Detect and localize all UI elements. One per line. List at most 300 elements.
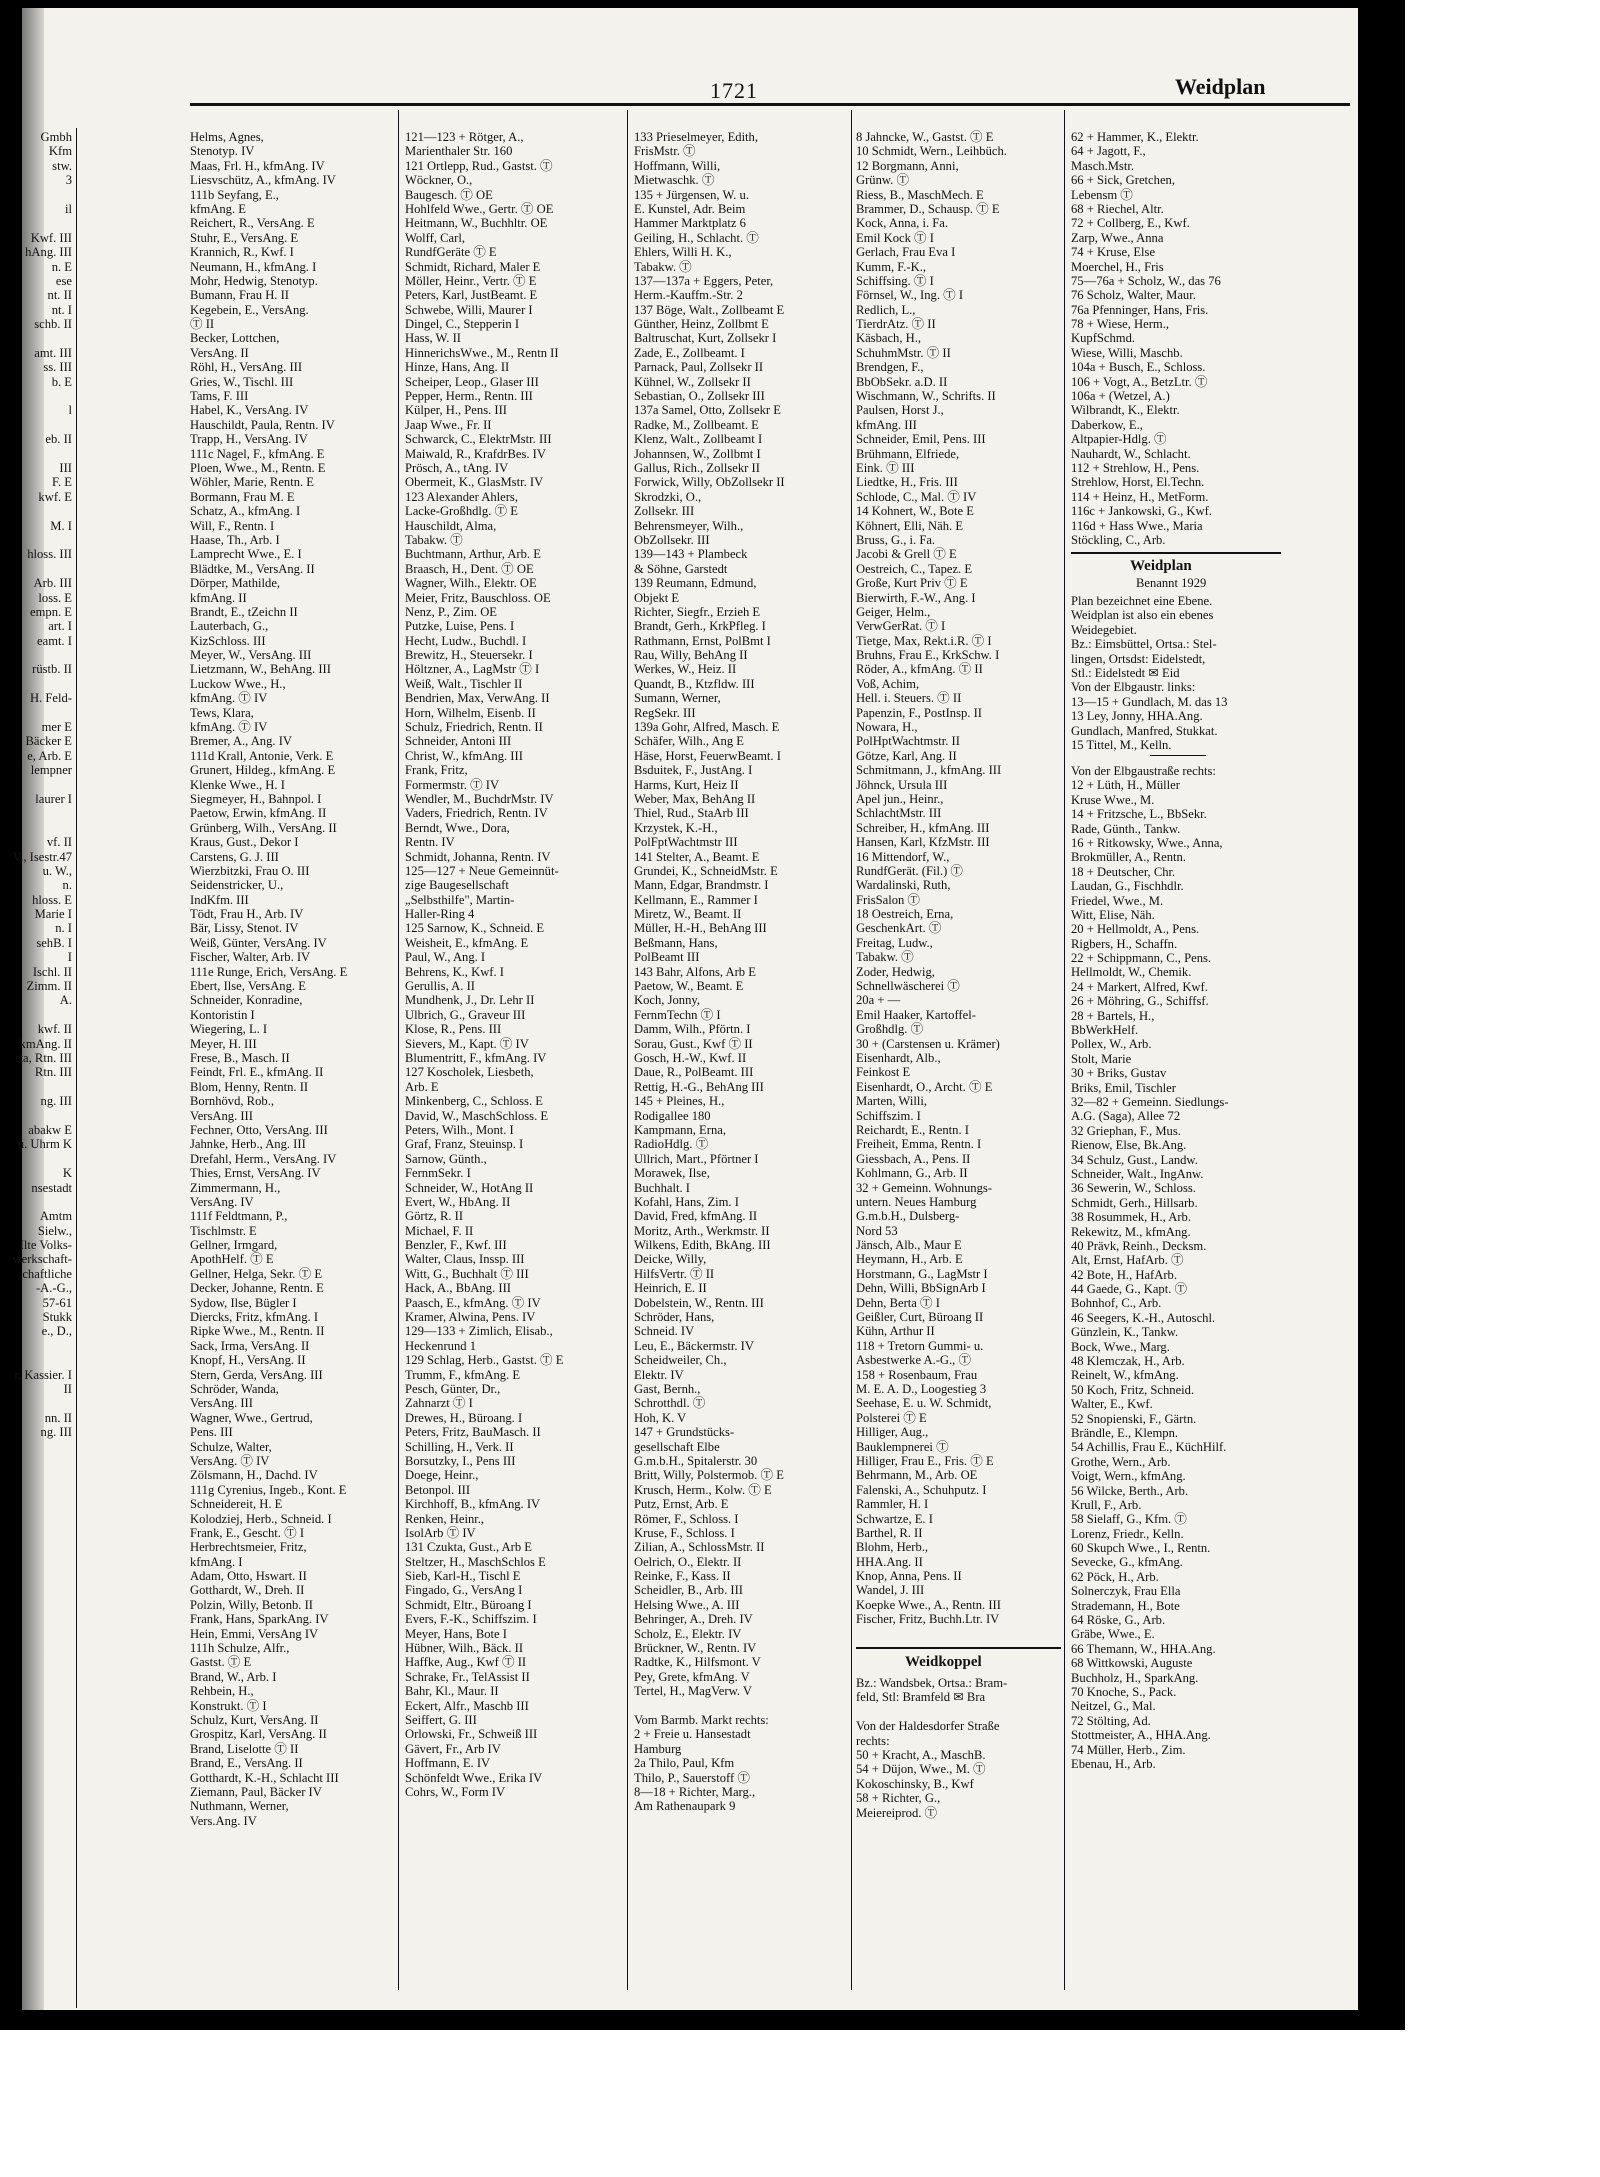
directory-line: HinnerichsWwe., M., Rentn II [405,345,559,360]
directory-line: David, Fred, kfmAng. II [634,1209,758,1224]
directory-line: Schatz, A., kfmAng. I [190,504,301,519]
directory-line: Kwf. III [30,230,72,245]
directory-line [0,188,72,202]
directory-line: Parnack, Paul, Zollsekr II [634,360,764,375]
directory-line: Zoder, Hedwig, [856,964,935,979]
directory-line: Grospitz, Karl, VersAng. II [190,1727,327,1742]
directory-line: Sieb, Karl-H., Tischl E [405,1569,521,1584]
directory-line: 158 + Rosenbaum, Frau [856,1367,978,1382]
directory-line: Strehlow, Horst, El.Techn. [1071,475,1205,490]
directory-line: Zade, E., Zollbeamt. I [634,345,745,360]
directory-line [0,778,72,792]
directory-line: Hoffmann, Willi, [634,158,721,173]
directory-line: Schneider, W., HotAng II [405,1180,534,1195]
directory-line: Lacke-Großhdlg. Ⓣ E [405,504,518,519]
directory-line: Meier, Fritz, Bauschloss. OE [405,590,551,605]
directory-line: Fischer, Fritz, Buchh.Ltr. IV [856,1612,1000,1627]
directory-line: Siegmeyer, H., Bahnpol. I [190,791,322,806]
directory-line: il [65,201,72,216]
header-rule [190,103,1350,106]
directory-line: ss. III [43,360,72,375]
directory-line: hAng. III [25,245,72,260]
directory-line: ese [55,273,72,288]
directory-line: Vaders, Friedrich, Rentn. IV [405,806,548,821]
directory-line [0,1109,72,1123]
directory-line: Schneider, Antoni III [405,734,512,749]
directory-line: G.m.b.H., Dulsberg- [856,1209,960,1224]
directory-line: 20 + Hellmoldt, A., Pens. [1071,922,1200,937]
directory-line: Sorau, Gust., Kwf Ⓣ II [634,1036,753,1051]
directory-line: Buchholz, H., SparkAng. [1071,1670,1199,1685]
directory-line: 54 Achillis, Frau E., KüchHilf. [1071,1440,1227,1455]
directory-line: SchlachtMstr. III [856,806,942,821]
directory-line: Deicke, Willy, [634,1252,707,1267]
directory-line: 111b Seyfang, E., [190,187,279,202]
directory-line: Bauklempnerei Ⓣ [856,1439,949,1454]
directory-line [0,418,72,432]
directory-line: Tabakw. Ⓣ [405,532,463,547]
directory-line: Oestreich, C., Tapez. E [856,561,973,576]
directory-line: Brand, E., VersAng. II [190,1756,303,1771]
directory-line [0,806,72,820]
directory-line: Von der Elbgaustraße rechts: [1071,764,1216,778]
directory-line: Gotthardt, W., Dreh. II [190,1583,305,1598]
directory-line: 10 Schmidt, Wern., Leihbüch. [856,144,1007,159]
directory-line: Gastst. Ⓣ E [190,1655,252,1670]
directory-line: Hecht, Ludw., Buchdl. I [405,633,527,648]
directory-line: 121 Ortlepp, Rud., Gastst. Ⓣ [405,158,553,173]
directory-line: 127 Koscholek, Liesbeth, [405,1065,534,1080]
directory-line: Kramer, Alwina, Pens. IV [405,1310,536,1325]
directory-line: Röder, A., kfmAng. Ⓣ II [856,662,983,677]
directory-line: VersAng. II [190,345,249,360]
page-number: 1721 [710,78,758,103]
directory-line: Weiß, Günter, VersAng. IV [190,935,327,950]
directory-line: 111h Schulze, Alfr., [190,1641,290,1656]
directory-line: 8 Jahncke, W., Gastst. Ⓣ E [856,130,994,144]
directory-line: 72 + Collberg, E., Kwf. [1071,216,1190,231]
directory-line: Neitzel, G., Mal. [1071,1699,1156,1714]
directory-line: Hack, A., BbAng. III [405,1281,511,1296]
directory-line [0,706,72,720]
directory-line: Schneidereit, H. E [190,1497,283,1512]
directory-line: chaftliche [22,1266,72,1281]
directory-line: Ⓣ II [190,317,215,332]
directory-line: Freiheit, Emma, Rentn. I [856,1137,982,1152]
directory-line: Orlowski, Fr., Schweiß III [405,1727,538,1742]
directory-line: Bär, Lissy, Stenot. IV [190,921,299,936]
directory-line: 76 Scholz, Walter, Maur. [1071,288,1196,303]
directory-line: Formermstr. Ⓣ IV [405,777,500,792]
directory-line: FernmTechn Ⓣ I [634,1007,721,1022]
directory-line: Sarnow, Günth., [405,1151,487,1166]
directory-line: Peters, Karl, JustBeamt. E [405,288,538,303]
directory-line: Krzystek, K.-H., [634,820,718,835]
directory-line: sehB. I [36,935,72,950]
directory-line: Schwarck, C., ElektrMstr. III [405,432,552,447]
directory-line: Weidegebiet. [1071,622,1137,637]
directory-line: Bendrien, Max, VerwAng. II [405,691,550,706]
directory-line: Pesch, Günter, Dr., [405,1381,501,1396]
directory-line: Hohlfeld Wwe., Gertr. Ⓣ OE [405,201,554,216]
directory-line: Grothe, Wern., Arb. [1071,1454,1171,1469]
directory-line: 125 Sarnow, K., Schneid. E [405,921,545,936]
directory-line: schb. II [34,317,72,332]
directory-line: Brokmüller, A., Rentn. [1071,850,1186,865]
directory-line: Hauschildt, Paula, Rentn. IV [190,417,335,432]
directory-line: Hinze, Hans, Ang. II [405,360,510,375]
directory-line: Weidplan ist also ein ebenes [1071,608,1214,623]
directory-line: 111d Krall, Antonie, Verk. E [190,748,334,763]
directory-line: Schmidt, Richard, Maler E [405,259,541,274]
directory-line: kmAng. II [19,1036,72,1051]
column-rule [851,110,852,1990]
directory-line: Feinkost E [856,1065,911,1080]
directory-line: Riess, B., MaschMech. E [856,187,984,202]
directory-line: Schrake, Fr., TelAssist II [405,1669,530,1684]
directory-line: Moerchel, H., Fris [1071,259,1164,274]
directory-line: 78 + Wiese, Herm., [1071,317,1169,332]
directory-line: n. E [51,259,72,274]
directory-line: Pollex, W., Arb. [1071,1037,1152,1052]
directory-line: vf. II [46,835,72,850]
directory-line: Heymann, H., Arb. E [856,1252,963,1267]
directory-line: Peters, Wilh., Mont. I [405,1122,514,1137]
directory-line: 141 Stelter, A., Beamt. E [634,849,760,864]
directory-line: Briks, Emil, Tischler [1071,1080,1176,1095]
directory-line: Cohrs, W., Form IV [405,1784,506,1799]
directory-line: Tischlmstr. E [190,1223,257,1238]
directory-line: 12 Borgmann, Anni, [856,158,959,173]
directory-line: Ulbrich, G., Graveur III [405,1007,526,1022]
directory-line: Bahr, Kl., Maur. II [405,1684,499,1699]
directory-line: Brändle, E., Klempn. [1071,1425,1179,1440]
directory-line: 143 Bahr, Alfons, Arb E [634,964,756,979]
directory-line: Zollsekr. III [634,504,695,519]
directory-line: amt. III [34,345,72,360]
directory-line: A. [59,993,72,1008]
directory-line: Förnsel, W., Ing. Ⓣ I [856,288,964,303]
directory-line: Rekewitz, M., kfmAng. [1071,1224,1191,1239]
directory-line: A.G. (Saga), Allee 72 [1071,1109,1181,1124]
directory-line: Herm.-Kauffm.-Str. 2 [634,288,743,303]
directory-line: Wagner, Wilh., Elektr. OE [405,576,537,591]
directory-line [0,216,72,230]
directory-line: IsolArb Ⓣ IV [405,1525,476,1540]
directory-line: 12 + Lüth, H., Müller [1071,778,1180,793]
directory-line: ApothHelf. Ⓣ E [190,1252,274,1267]
directory-line: Plan bezeichnet eine Ebene. [1071,594,1213,608]
directory-line: Schilling, H., Verk. II [405,1439,514,1454]
directory-line: Brand, W., Arb. I [190,1669,277,1684]
directory-line [0,331,72,345]
directory-line: ObZollsekr. III [634,532,710,547]
directory-line: 50 Koch, Fritz, Schneid. [1071,1382,1195,1397]
directory-line: Kühn, Arthur II [856,1324,935,1339]
directory-line: Kegebein, E., VersAng. [190,302,309,317]
directory-line: ng. III [40,1094,72,1109]
directory-line: Baltruschat, Kurt, Zollsekr I [634,331,777,346]
directory-line: Lebensm Ⓣ [1071,187,1133,202]
directory-line: David, W., MaschSchloss. E [405,1108,549,1123]
directory-line: Bz.: Wandsbek, Ortsa.: Bram- [856,1676,1008,1690]
directory-line: Marten, Willi, [856,1094,927,1109]
directory-line: 111c Nagel, F., kfmAng. E [190,446,325,461]
directory-line: 30 + Briks, Gustav [1071,1066,1167,1081]
directory-line: 111e Runge, Erich, VersAng. E [190,964,348,979]
directory-line: Reichardt, E., Rentn. I [856,1122,969,1137]
directory-line: lempner [30,763,72,778]
directory-line: 137a Samel, Otto, Zollsekr E [634,403,781,418]
directory-line: 135 + Jürgensen, W. u. [634,187,749,202]
directory-line: Kfm [48,144,72,159]
directory-line: Schlode, C., Mal. Ⓣ IV [856,489,977,504]
directory-line: untern. Neues Hamburg [856,1194,977,1209]
directory-line: Möller, Heinr., Vertr. Ⓣ E [405,273,537,288]
directory-line: Pens. III [190,1425,233,1440]
column-5-top [1071,130,1281,547]
directory-line: Grunert, Hildeg., kfmAng. E [190,763,336,778]
directory-line: PolFptWachtmstr III [634,835,738,850]
directory-line: Gerlach, Frau Eva I [856,245,956,260]
directory-line: Britt, Willy, Polstermob. Ⓣ E [634,1468,784,1483]
directory-line: Dehn, Willi, BbSignArb I [856,1281,986,1296]
directory-line: feld, Stl: Bramfeld ✉ Bra [856,1690,986,1705]
directory-line: 76a Pfenninger, Hans, Fris. [1071,302,1209,317]
directory-line: Paetow, W., Beamt. E [634,979,744,994]
directory-line: Rodigallee 180 [634,1108,711,1123]
directory-line: Gellner, Irmgard, [190,1238,278,1253]
directory-line: Stolt, Marie [1071,1051,1132,1066]
directory-line: Barthel, R. II [856,1525,923,1540]
directory-line: Gävert, Fr., Arb IV [405,1741,501,1756]
directory-line: HHA.Ang. II [856,1554,923,1569]
directory-line: Zarp, Wwe., Anna [1071,230,1164,245]
directory-line: Freitag, Ludw., [856,935,933,950]
directory-line: FernmSekr. I [405,1166,471,1181]
directory-line [0,1396,72,1410]
column-3 [634,130,848,1814]
directory-line: Radtke, K., Hilfsmont. V [634,1655,761,1670]
weidplan-right-side [1071,764,1281,1771]
directory-line: Wagner, Wwe., Gertrud, [190,1410,313,1425]
directory-line [0,562,72,576]
directory-line: Benzler, F., Kwf. III [405,1238,507,1253]
directory-line: Haffke, Aug., Kwf Ⓣ II [405,1655,527,1670]
directory-line: Wandel, J. III [856,1583,925,1598]
directory-line: Tertel, H., MagVerw. V [634,1684,753,1699]
column-rule [76,128,77,2008]
directory-line: Leu, E., Bäckermstr. IV [634,1338,754,1353]
directory-line: Zilian, A., SchlossMstr. II [634,1540,765,1555]
directory-line: Müller, H.-H., BehAng III [634,921,767,936]
directory-line: Köhnert, Elli, Näh. E [856,518,964,533]
directory-line: Rathmann, Ernst, PolBmt I [634,633,771,648]
directory-line: K [62,1166,72,1181]
section-rule [856,1647,1061,1649]
directory-line: 133 Prieselmeyer, Edith, [634,130,759,144]
directory-line: Sack, Irma, VersAng. II [190,1338,310,1353]
directory-line: 16 Mittendorf, W., [856,849,950,864]
directory-line: 18 + Deutscher, Chr. [1071,864,1176,879]
directory-line: Gosch, H.-W., Kwf. II [634,1051,747,1065]
directory-line: 70 Knoche, S., Pack. [1071,1685,1177,1699]
directory-line: 106a + (Wetzel, A.) [1071,389,1170,404]
directory-line: Rtn. III [34,1065,72,1080]
directory-line: 139 Reumann, Edmund, [634,576,757,591]
directory-line: Seehase, E. u. W. Schmidt, [856,1396,992,1411]
directory-line: Carstens, G. J. III [190,849,279,864]
directory-line: Decker, Johanne, Rentn. E [190,1281,324,1296]
directory-line: Jänsch, Alb., Maur E [856,1238,962,1253]
directory-line: VerwGerRat. Ⓣ I [856,619,946,634]
directory-line: 26 + Möhring, G., Schiffsf. [1071,994,1209,1009]
directory-line: Bz.: Eimsbüttel, Ortsa.: Stel- [1071,637,1217,652]
directory-line: Günther, Heinz, Zollbmt E [634,317,769,332]
directory-line: HilfsVertr. Ⓣ II [634,1266,715,1281]
directory-line: Trapp, H., VersAng. IV [190,432,308,447]
directory-line: 72 Stölting, Ad. [1071,1713,1151,1728]
directory-line: Nenz, P., Zim. OE [405,604,497,619]
directory-line: e., D., [41,1324,72,1339]
directory-line: Borsutzky, I., Pens III [405,1453,516,1468]
directory-line: Tews, Klara, [190,705,254,720]
directory-line: Zahnarzt Ⓣ I [405,1396,473,1411]
directory-line: Schneid. IV [634,1324,695,1339]
directory-line: Morawek, Ilse, [634,1166,710,1181]
directory-line: Schwartze, E. I [856,1511,933,1526]
directory-line: Witt, Elise, Näh. [1071,907,1155,922]
directory-line: Heitmann, W., Buchhltr. OE [405,216,548,231]
directory-line: Hammer Marktplatz 6 [634,216,746,231]
directory-line: PolBeamt III [634,950,700,965]
directory-line: Falenski, A., Schuhputz. I [856,1482,987,1497]
directory-line: Friedel, Wwe., M. [1071,893,1164,908]
directory-line: 112 + Strehlow, H., Pens. [1071,460,1200,475]
directory-line: PolHptWachtmstr. II [856,734,960,749]
directory-line: Wolff, Carl, [405,230,465,245]
directory-line: Brandt, E., tZeichn II [190,604,298,619]
directory-line: Bock, Wwe., Marg. [1071,1339,1170,1354]
directory-line: Frank, Fritz, [405,763,468,778]
directory-line: nn. II [44,1410,72,1425]
directory-line: Sydow, Ilse, Bügler I [190,1295,297,1310]
directory-line: kwf. E [38,489,72,504]
directory-line: Haller-Ring 4 [405,907,475,922]
directory-line: Steltzer, H., MaschSchlos E [405,1554,546,1569]
directory-line: Kontoristin I [190,1007,255,1022]
directory-line: Reinelt, W., kfmAng. [1071,1368,1179,1383]
directory-line: Stöckling, C., Arb. [1071,532,1166,547]
directory-line: Grünw. Ⓣ [856,173,910,188]
directory-line: Weisheit, E., kfmAng. E [405,935,529,950]
directory-line: Thies, Ernst, VersAng. IV [190,1166,321,1181]
directory-line: Luckow Wwe., H., [190,676,286,691]
directory-line: hloss. III [27,547,72,562]
directory-line: RundfGerät. (Fil.) Ⓣ [856,863,964,878]
directory-line: 74 + Kruse, Else [1071,245,1156,260]
directory-line: Behringer, A., Dreh. IV [634,1612,753,1627]
directory-line: 116c + Jankowski, G., Kwf. [1071,504,1212,519]
directory-line: Johannsen, W., Zollbmt I [634,446,761,461]
short-rule [1150,755,1206,756]
directory-line: 40 Prävk, Reinh., Decksm. [1071,1238,1207,1253]
directory-line: Heckenrund 1 [405,1338,476,1353]
directory-line: Evert, W., HbAng. II [405,1194,511,1209]
weidplan-subtitle: Benannt 1929 [1136,576,1207,590]
directory-line: Gräbe, Wwe., E. [1071,1627,1155,1642]
directory-line: VersAng. III [190,1108,253,1123]
directory-line: Stottmeister, A., HHA.Ang. [1071,1728,1211,1743]
directory-line: Michael, F. II [405,1223,474,1238]
directory-line: 137—137a + Eggers, Peter, [634,273,774,288]
directory-line: Doege, Heinr., [405,1468,479,1483]
directory-line: Rigbers, H., Schaffn. [1071,936,1178,951]
directory-line: Mundhenk, J., Dr. Lehr II [405,993,535,1008]
directory-line: Fischer, Walter, Arb. IV [190,950,311,965]
directory-line: Scheiper, Leop., Glaser III [405,374,539,389]
directory-line: Oelrich, O., Elektr. II [634,1554,742,1569]
directory-line: Prösch, A., tAng. IV [405,460,509,475]
directory-line: Tietge, Max, Rekt.i.R. Ⓣ I [856,633,992,648]
directory-line: Schiffsing. Ⓣ I [856,273,934,288]
directory-line: Konstrukt. Ⓣ I [190,1698,267,1713]
directory-line: Frese, B., Masch. II [190,1051,290,1065]
directory-line: Tödt, Frau H., Arb. IV [190,907,304,922]
directory-line: Schulz, Friedrich, Rentn. II [405,720,543,735]
directory-line: Schrotthdl. Ⓣ [634,1396,706,1411]
directory-line: Becker, Lottchen, [190,331,280,346]
directory-line: Sielw., [37,1223,72,1238]
directory-line: hloss. E [32,892,72,907]
directory-line: Neumann, H., kfmAng. I [190,259,317,274]
directory-line: b. E [51,374,72,389]
directory-line: Ilte Volks- [19,1238,72,1253]
directory-line: Hass, W. II [405,331,461,346]
directory-line: 14 Kohnert, W., Bote E [856,504,974,519]
directory-line: Wischmann, W., Schrifts. II [856,389,996,404]
directory-line: 139—143 + Plambeck [634,547,748,562]
directory-line: 58 + Richter, G., [856,1791,941,1806]
directory-line: 13 Ley, Jonny, HHA.Ang. [1071,709,1203,724]
directory-line: Jahnke, Herb., Ang. III [190,1137,306,1152]
directory-line: Lamprecht Wwe., E. I [190,547,302,562]
directory-line: Kolodziej, Herb., Schneid. I [190,1511,332,1526]
directory-line: stw. [52,158,72,173]
directory-line: Bumann, Frau H. II [190,288,289,303]
directory-line: Kokoschinsky, B., Kwf [856,1776,974,1791]
directory-line: abakw E [28,1122,72,1137]
weidkoppel-entries [856,1676,1061,1820]
directory-line: Brendgen, F., [856,360,924,375]
directory-line: Miretz, W., Beamt. II [634,907,742,922]
directory-line: kfmAng. I [190,1554,243,1569]
directory-line: Kruse Wwe., M. [1071,792,1155,807]
directory-line: 131 Czukta, Gust., Arb E [405,1540,532,1555]
directory-line: Schulze, Walter, [190,1439,272,1454]
directory-line: Will, F., Rentn. I [190,518,275,533]
directory-line: 3 [65,173,72,188]
directory-line: 58 Sielaff, G., Kfm. Ⓣ [1071,1512,1187,1527]
directory-line: Kruse, F., Schloss. I [634,1525,735,1540]
directory-line: 24 + Markert, Alfred, Kwf. [1071,979,1208,994]
directory-line: r, Kassier. I [14,1367,72,1382]
directory-line: Scholz, E., Elektr. IV [634,1626,742,1641]
directory-line: Röhl, H., VersAng. III [190,360,303,375]
directory-line: 36 Sewerin, W., Schloss. [1071,1181,1196,1196]
directory-line: Stern, Gerda, VersAng. III [190,1367,323,1382]
directory-line: Behrens, K., Kwf. I [405,964,504,979]
